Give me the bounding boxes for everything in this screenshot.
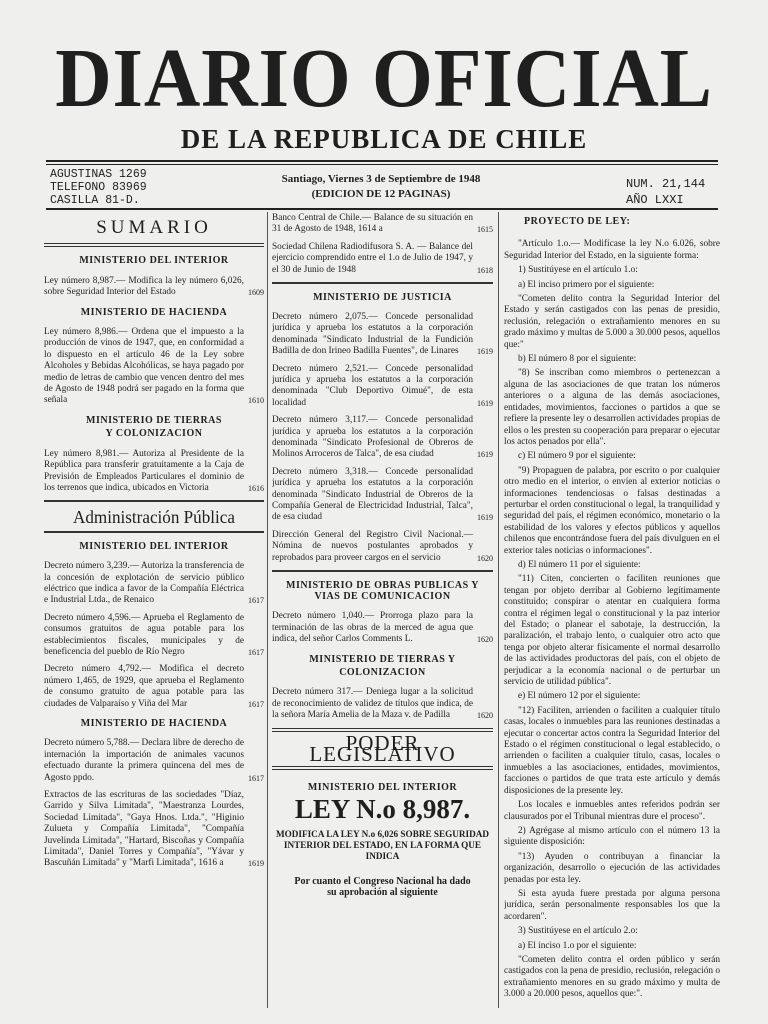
section-heading: MINISTERIO DEL INTERIOR — [307, 782, 458, 794]
header-edition: (EDICION DE 12 PAGINAS) — [311, 188, 451, 200]
divider — [44, 243, 264, 247]
summary-entry — [272, 611, 493, 645]
header-number-block — [626, 176, 705, 208]
section-heading: Y COLONIZACION — [105, 428, 203, 440]
page-ref: 1609 — [248, 288, 264, 298]
law-paragraph: "Artículo 1.o.— Modifícase la ley N.o 6.026, sobre Seguridad Interior del Estado, en la siguiente forma: — [504, 239, 720, 261]
page-ref: 1619 — [248, 859, 264, 869]
admin-heading: Administración Pública — [73, 506, 235, 527]
poder-legislativo-heading: PODER LEGISLATIVO — [309, 730, 456, 767]
ley-title: LEY N.o 8,987. — [294, 793, 471, 824]
entry-text: Dirección General del Registro Civil Nacional.— Nómina de nuevos postulantes aprobados y reprobados para proveer cargos en el servicio — [272, 529, 473, 563]
entry-text: Decreto número 4,792.— Modifica el decreto número 1,465, de 1929, que aprueba el Reglamento de consumo gratuito de agua potable para las ciudades de Valparaíso y Viña del Mar — [44, 664, 244, 709]
header-box: CASILLA 81-D. — [50, 194, 140, 207]
section-heading: MINISTERIO DE JUSTICIA — [313, 291, 452, 303]
law-paragraph: "13) Ayuden o contribuyan a financiar la organización, desarrollo o ejecución de las actividades penadas por esta ley. — [504, 851, 720, 885]
summary-entry — [272, 312, 493, 358]
summary-entry — [44, 561, 264, 607]
header-rule-top — [46, 160, 718, 162]
header-rule-top-thin — [46, 164, 718, 165]
header-address: AGUSTINAS 1269 — [50, 168, 147, 181]
header-date: Santiago, Viernes 3 de Septiembre de 1948 — [281, 173, 481, 185]
page-ref: 1617 — [248, 596, 264, 606]
summary-entry — [272, 415, 493, 461]
entry-text: Decreto número 4,596.— Aprueba el Reglamento de consumos gratuitos de agua potable para los establecimientos fiscales, municipales y de beneficencia del pueblo de Río Negro — [44, 612, 244, 657]
entry-text: Decreto número 317.— Deniega lugar a la solicitud de reconocimiento de validez de títulos que indica, de la señora María Amelia de la Maza v. de Padilla — [272, 687, 473, 721]
summary-entry — [44, 449, 264, 495]
page-ref: 1620 — [477, 635, 493, 645]
divider — [44, 500, 264, 502]
page-ref: 1620 — [477, 711, 493, 721]
law-paragraph: "11) Citen, concierten o faciliten reuniones que tengan por objeto derribar al Gobierno legítimamente constituido; conspirar o atentar en cualquiera forma contra el régimen legal o constitucional y la paz interior del Estado; o planear el sabotaje, la destrucción, la paralización, el trabajo lento, o cualquier otro acto que tenga por objeto alterar físicamente el normal desarrollo de las actividades productoras del país, con el objeto de perjudicar a la economía nacional o de perturbar un servicio de utilidad pública". — [504, 574, 720, 688]
summary-entry — [272, 467, 493, 524]
column-divider-2 — [498, 212, 499, 1008]
page-ref: 1615 — [477, 225, 493, 235]
entry-text: Decreto número 2,075.— Concede personalidad jurídica y aprueba los estatutos a la corporación denominada "Sindicato Industrial de la Fundición Badilla de don Irineo Badilla Fuentes", de Linares — [272, 311, 473, 357]
entry-text: Decreto número 5,788.— Declara libre de derecho de internación la importación de animales vacunos efectuado durante la primera quincena del mes de Agosto ppdo. — [44, 738, 244, 783]
summary-entry — [272, 213, 493, 236]
page-ref: 1618 — [477, 265, 493, 275]
summary-entry — [44, 327, 264, 407]
header-number: NUM. 21,144 — [626, 177, 706, 191]
law-paragraph: "Cometen delito contra la Seguridad Interior del Estado y serán castigados con las penas de presidio, reclusión, relegación o extrañamiento menores en su grado máximo y multas de 5.000 a 30.000 pesos, aquellos que:" — [504, 294, 720, 350]
header-phone: TELEFONO 83969 — [50, 181, 147, 194]
summary-entry — [272, 364, 493, 410]
masthead-subtitle: DE LA REPUBLICA DE CHILE — [180, 124, 588, 154]
header-address-block — [50, 168, 147, 207]
section-heading: MINISTERIO DE HACIENDA — [80, 718, 228, 729]
entry-text: Ley número 8,987.— Modifica la ley número 6,026, sobre Seguridad Interior del Estado — [44, 275, 244, 298]
summary-entry — [272, 530, 493, 564]
page-ref: 1617 — [248, 773, 264, 783]
column-divider-1 — [267, 212, 268, 1008]
header-date-block — [250, 172, 512, 202]
law-paragraph: "9) Propaguen de palabra, por escrito o por cualquier otro medio en el interior, o envíen al exterior noticias o informaciones tendenciosas o falsas destinadas a perturbar el orden constitucional o legal, la tranquilidad y seguridad del país, el régimen económico, monetario o la estabilidad de los valores y efectos públicos y aquellos chilenos que encontrándose fuera del país divulguen en el exterior tales noticias o informaciones". — [504, 465, 720, 556]
page-ref: 1620 — [477, 553, 493, 563]
entry-text: Ley número 8,986.— Ordena que el impuesto a la producción de vinos de 1947, que, en conformidad a lo dispuesto en el artículo 46 de la Ley sobre Alcoholes y Bebidas Alcohólicas, se haya pagado por medio de letras de cambio que vencen dentro del mes de Agosto de 1948 podrá ser pagado en la forma que señala — [44, 327, 244, 406]
column-2 — [272, 213, 493, 1008]
divider — [272, 570, 493, 572]
law-paragraph: Si esta ayuda fuere prestada por alguna persona jurídica, serán personalmente responsables los que la acordaren". — [504, 888, 720, 922]
section-heading: MINISTERIO DEL INTERIOR — [79, 255, 229, 267]
page-ref: 1617 — [248, 699, 264, 709]
summary-entry — [44, 790, 264, 870]
law-paragraph: 3) Sustitúyese en el artículo 2.o: — [518, 926, 638, 937]
page-ref: 1619 — [477, 450, 493, 460]
law-paragraph: 1) Sustitúyese en el artículo 1.o: — [518, 265, 638, 276]
section-heading: MINISTERIO DE TIERRAS — [86, 414, 222, 426]
law-paragraph: "8) Se inscriban como miembros o pertenezcan a alguna de las asociaciones de que tratan los números anteriores o a alguna de las demás asociaciones, entidades, movimientos, facciones o partidos a que se refiere la presente ley o desarrollen actividades propias de ellos o les presten su cooperación para preparar o ejecutar los actos penados por ella". — [504, 368, 720, 447]
column-1 — [44, 218, 264, 1008]
ley-description: MODIFICA LA LEY N.o 6,026 SOBRE SEGURIDAD INTERIOR DEL ESTADO, EN LA FORMA QUE INDICA — [275, 829, 490, 862]
entry-text: Decreto número 3,117.— Concede personalidad jurídica y aprueba los estatutos a la corporación denominada "Sindicato Profesional de Obreros de Molinos Arroceros de Talca", de esa ciudad — [272, 415, 473, 460]
section-heading: MINISTERIO DE HACIENDA — [80, 306, 228, 318]
column-3 — [504, 216, 720, 1008]
divider — [272, 766, 493, 770]
entry-text: Decreto número 3,239.— Autoriza la transferencia de la concesión de explotación de servicio público eléctrico que indica a favor de la Compañía Eléctrica e Industrial Ltda., de Renaico — [44, 561, 244, 606]
divider — [44, 531, 264, 533]
entry-text: Decreto número 1,040.— Prorroga plazo para la terminación de las obras de la merced de agua que indica, del señor Carlos Comments L. — [272, 611, 473, 645]
por-cuanto-text: Por cuanto el Congreso Nacional ha dado su aprobación al siguiente — [294, 876, 471, 899]
law-paragraph: b) El número 8 por el siguiente: — [518, 354, 637, 365]
section-heading: COLONIZACION — [339, 667, 426, 678]
law-paragraph: d) El número 11 por el siguiente: — [518, 559, 641, 570]
summary-entry — [272, 242, 493, 276]
law-paragraph: "12) Faciliten, arrienden o faciliten a cualquier título casas, locales o inmuebles para las reuniones destinadas a ejecutar o concertar actos contra la Seguridad Interior del Estado o el régimen constitucional o legal establecido, o arrienden o faciliten a cualquier título, casas, locales o inmuebles a las asociaciones, entidades, movimientos, facciones o partidos de que trata este artículo y demás disposiciones de la presente ley. — [504, 705, 720, 796]
sumario-heading: SUMARIO — [96, 218, 212, 238]
section-heading: MINISTERIO DEL INTERIOR — [79, 540, 229, 552]
law-paragraph: "Cometen delito contra el orden público y serán castigados con la pena de presidio, reclusión, relegación o extrañamiento menores en su grado máximo y multa de 3.000 a 20.000 pesos, aquellos que:". — [504, 954, 720, 1000]
page-ref: 1619 — [477, 398, 493, 408]
law-paragraph: Los locales e inmuebles antes referidos podrán ser clausurados por el Tribunal mientras dure el proceso". — [504, 800, 720, 822]
law-paragraph: a) El inciso primero por el siguiente: — [518, 279, 655, 290]
law-paragraph: c) El número 9 por el siguiente: — [518, 451, 636, 462]
divider — [272, 282, 493, 284]
page-ref: 1617 — [248, 647, 264, 657]
law-paragraph: 2) Agrégase al mismo artículo con el número 13 la siguiente disposición: — [504, 825, 720, 848]
page-ref: 1610 — [248, 396, 264, 406]
entry-text: Decreto número 2,521.— Concede personalidad jurídica y aprueba los estatutos a la corporación denominada "Club Deportivo Oimué", de esta localidad — [272, 363, 473, 408]
section-heading: MINISTERIO DE OBRAS PUBLICAS Y VIAS DE COMUNICACION — [286, 579, 479, 602]
entry-text: Sociedad Chilena Radiodifusora S. A. — Balance del ejercicio comprendido entre el 1.o de Julio de 1947, y el 30 de Junio de 1948 — [272, 241, 473, 275]
header-rule-bottom — [46, 208, 718, 210]
entry-text: Extractos de las escrituras de las sociedades "Díaz, Garrido y Silva Limitada", "Maestranza Lourdes, Sociedad Limitada", "Gaya Hnos. Ltda.", "Higinio Zulueta y Compañía Limitada", "Compañía Juvelinda Limitada", "Hartard, Biscoñas y Compañía Limitada", Daniel Torres y Compañía", "Yávar y Bascuñán Limitada" y "Marfi Limitada", 1616 a — [44, 790, 244, 869]
header-year: AÑO LXXI — [626, 193, 684, 207]
summary-entry — [272, 687, 493, 721]
entry-text: Decreto número 3,318.— Concede personalidad jurídica y aprueba los estatutos a la corporación denominada "Sindicato Industrial de Obreros de la Compañía General de Electricidad Industrial, Talca", de esa ciudad — [272, 466, 473, 523]
page-ref: 1616 — [248, 483, 264, 493]
entry-text: Banco Central de Chile.— Balance de su situación en 31 de Agosto de 1948, 1614 a — [272, 213, 473, 235]
law-paragraph: e) El número 12 por el siguiente: — [518, 691, 641, 702]
section-heading: MINISTERIO DE TIERRAS Y — [309, 653, 456, 665]
page-ref: 1619 — [477, 513, 493, 523]
summary-entry — [44, 664, 264, 710]
page-ref: 1619 — [477, 347, 493, 357]
summary-entry — [44, 276, 264, 299]
summary-entry — [44, 613, 264, 659]
proyecto-heading: PROYECTO DE LEY: — [524, 216, 631, 227]
masthead-title: DIARIO OFICIAL — [55, 32, 713, 125]
law-paragraph: a) El inciso 1.o por el siguiente: — [518, 940, 637, 951]
entry-text: Ley número 8,981.— Autoriza al Presidente de la República para transferir gratuitamente a la Caja de Previsión de Empleados Particulares el dominio de los terrenos que indica, ubicados en Victoria — [44, 448, 244, 493]
summary-entry — [44, 738, 264, 784]
